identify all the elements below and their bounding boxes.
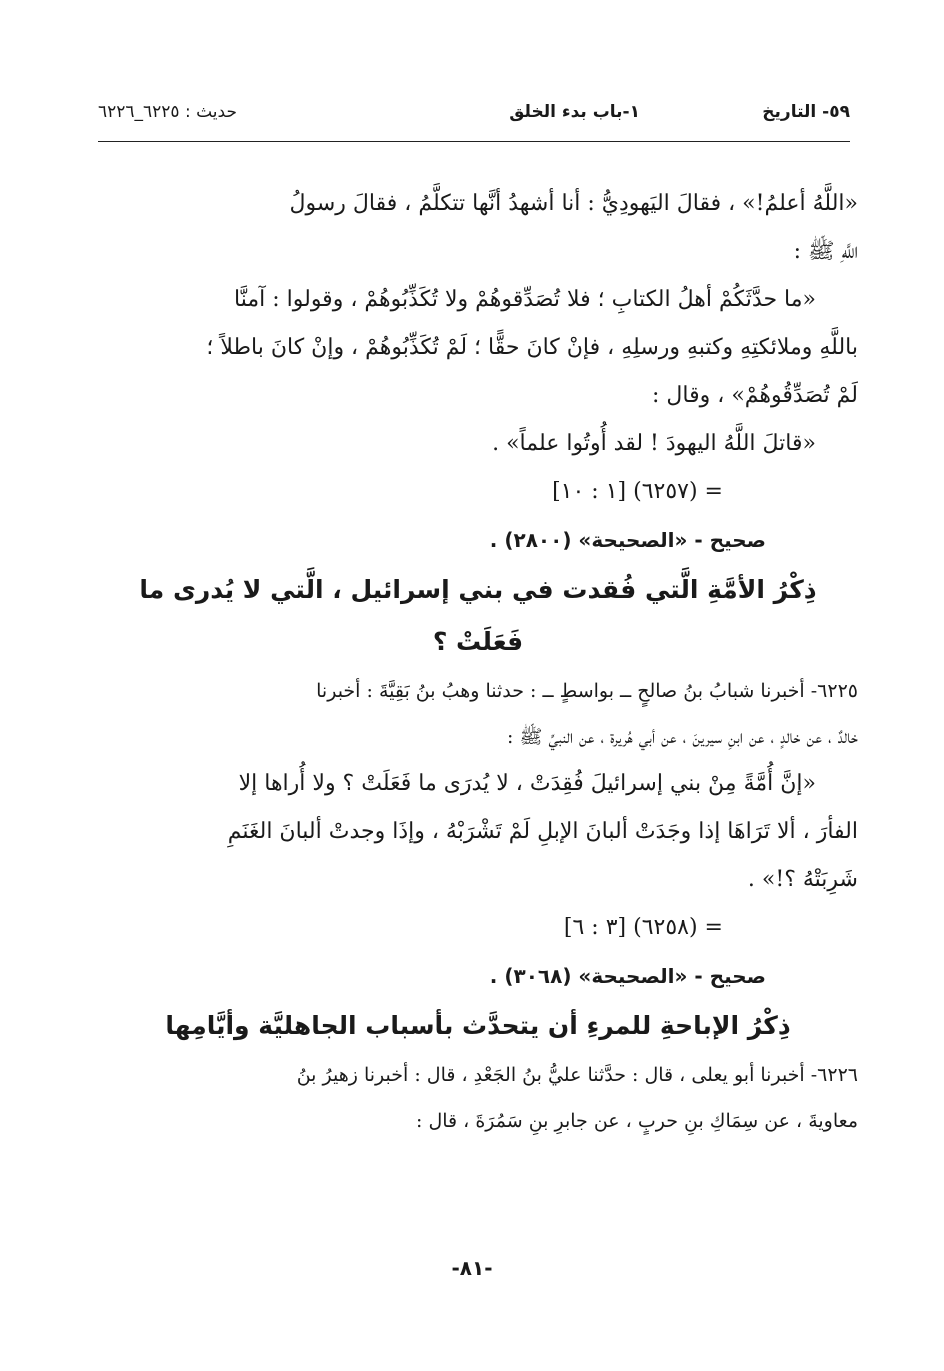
hadith-chain: خالدٌ ، عن خالدٍ ، عن ابنِ سيرينَ ، عن أبي هُريرة ، عن النبيِّ ﷺ : bbox=[507, 726, 858, 748]
section-heading-continued: فَعَلَتْ ؟ bbox=[432, 627, 524, 656]
cross-reference: = (٦٢٥٧) [١ : ١٠] bbox=[552, 479, 723, 504]
hadith-text: «إنَّ أُمَّةً مِنْ بني إسرائيلَ فُقِدَتْ ، لا يُدرَى ما فَعَلَتْ ؟ ولا أُراها إلا bbox=[238, 771, 816, 796]
hadith-chain: ٦٢٢٦- أخبرنا أبو يعلى ، قال : حدَّثنا عليُّ بنُ الجَعْدِ ، قال : أخبرنا زهيرُ بنُ bbox=[296, 1064, 858, 1086]
header-divider bbox=[98, 141, 850, 142]
text-line: «ما حدَّثَكُمْ أهلُ الكتابِ ؛ فلا تُصَدِّقوهُمْ ولا تُكَذِّبُوهُمْ ، وقولوا : آمنَّا bbox=[234, 287, 816, 312]
text-line: باللَّهِ وملائكتِهِ وكتبهِ ورسلِهِ ، فإنْ كانَ حقًّا ؛ لَمْ تُكَذِّبُوهُمْ ، وإنْ كانَ باطلاً ؛ bbox=[206, 335, 858, 360]
cross-reference: = (٦٢٥٨) [٣ : ٦] bbox=[563, 915, 723, 940]
book-section-title: ٥٩- التاريخ bbox=[762, 102, 850, 122]
running-header bbox=[98, 100, 850, 130]
hadith-chain: ٦٢٢٥- أخبرنا شبابُ بنُ صالحٍ ــ بواسطٍ ــ : حدثنا وهبُ بنُ بَقِيَّةَ : أخبرنا bbox=[316, 680, 858, 702]
page-number: -٨١- bbox=[451, 1256, 493, 1280]
hadith-range: حديث : ٦٢٢٥_٦٢٢٦ bbox=[98, 102, 237, 122]
hadith-grade: صحيح - «الصحيحة» (٢٨٠٠) . bbox=[489, 528, 766, 552]
text-line: «قاتلَ اللَّهُ اليهودَ ! لقد أُوتُوا علماً» . bbox=[492, 431, 816, 456]
text-line: لَمْ تُصَدِّقُوهُمْ» ، وقال : bbox=[652, 383, 858, 408]
section-heading: ذِكْرُ الإباحةِ للمرءِ أن يتحدَّث بأسباب الجاهليَّة وأيَّامِها bbox=[165, 1011, 791, 1040]
hadith-text: شَرِبَتْهُ ؟!» . bbox=[747, 867, 858, 892]
section-heading: ذِكْرُ الأمَّةِ الَّتي فُقدت في بني إسرائيل ، الَّتي لا يُدرى ما bbox=[139, 575, 817, 604]
text-line: اللَّهِ ﷺ : bbox=[793, 239, 858, 264]
hadith-grade: صحيح - «الصحيحة» (٣٠٦٨) . bbox=[489, 964, 766, 988]
hadith-text: الفأرَ ، ألا تَرَاهَا إذا وجَدَتْ ألبانَ الإبلِ لَمْ تَشْرَبْهُ ، وإذَا وجدتْ ألبانَ الغَنَمِ bbox=[227, 819, 858, 844]
page-body bbox=[98, 180, 858, 1144]
chapter-title: ١-باب بدء الخلق bbox=[509, 102, 640, 122]
text-line: «اللَّهُ أعلمُ!» ، فقالَ اليَهودِيُّ : أنا أشهدُ أنَّها تتكلَّمُ ، فقالَ رسولُ bbox=[289, 191, 858, 216]
hadith-chain: معاويةَ ، عن سِمَاكِ بنِ حربٍ ، عن جابرِ بنِ سَمُرَةَ ، قال : bbox=[416, 1110, 858, 1132]
